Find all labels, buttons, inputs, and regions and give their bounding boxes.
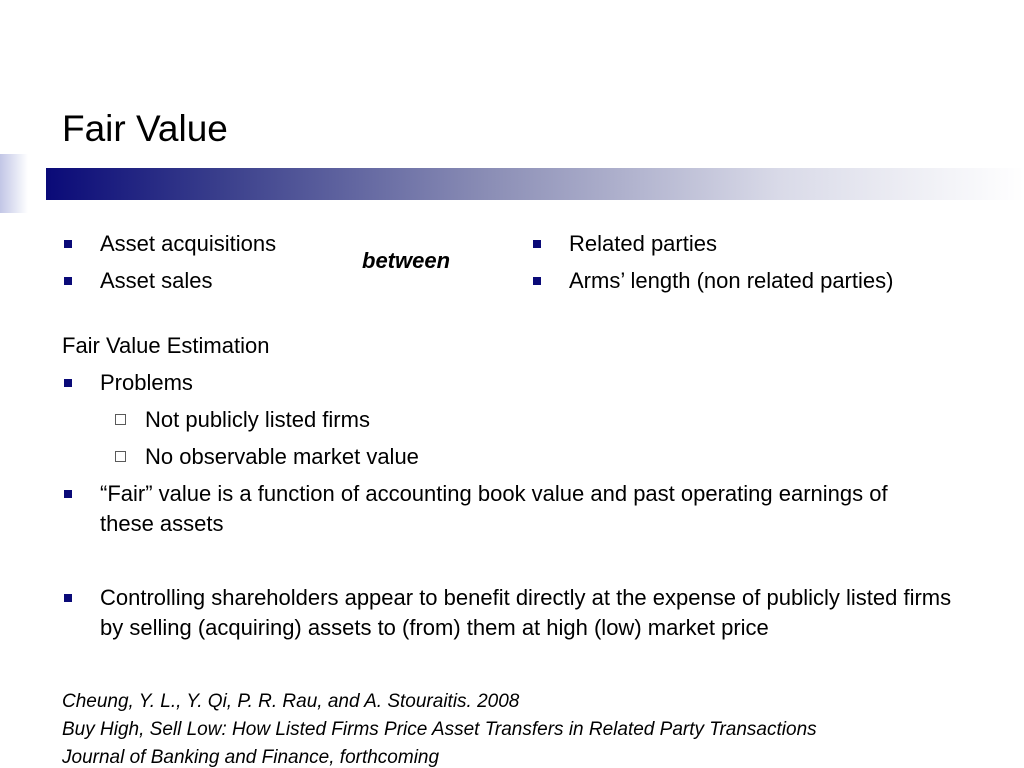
left-item-acquisitions: Asset acquisitions (100, 231, 277, 256)
bullet-square-icon (64, 594, 72, 602)
connector-between: between (362, 248, 451, 273)
bullet-square-icon (533, 240, 541, 248)
bullet-square-icon (64, 379, 72, 387)
controlling-shareholders-statement: Controlling shareholders appear to benefit directly at the expense of publicly listed firms by selling (acquiring) assets to (from) them at high (low) market price (100, 585, 952, 640)
bullet-square-icon (533, 277, 541, 285)
citation-journal: Journal of Banking and Finance, forthcoming (62, 747, 440, 768)
citation (62, 688, 817, 768)
bullet-square-icon (64, 277, 72, 285)
bullet-square-icon (64, 240, 72, 248)
bullet-square-icon (64, 490, 72, 498)
sub-bullet-box-icon (115, 414, 126, 425)
section-heading: Fair Value Estimation (62, 333, 270, 358)
problems-label: Problems (100, 370, 193, 395)
citation-authors: Cheung, Y. L., Y. Qi, P. R. Rau, and A. Stouraitis. 2008 (62, 691, 520, 712)
right-item-arms-length: Arms’ length (non related parties) (569, 268, 894, 293)
right-item-related-parties: Related parties (569, 231, 717, 256)
fair-value-statement: “Fair” value is a function of accounting book value and past operating earnings of these assets (100, 481, 888, 536)
title-accent-block (0, 154, 28, 213)
citation-title: Buy High, Sell Low: How Listed Firms Price Asset Transfers in Related Party Transactions (62, 719, 817, 740)
title-gradient-bar (46, 168, 1024, 200)
sub-item-not-listed: Not publicly listed firms (145, 407, 370, 432)
sub-bullet-box-icon (115, 451, 126, 462)
left-item-sales: Asset sales (100, 268, 213, 293)
sub-item-no-market-value: No observable market value (145, 444, 419, 469)
slide-title: Fair Value (62, 108, 228, 149)
